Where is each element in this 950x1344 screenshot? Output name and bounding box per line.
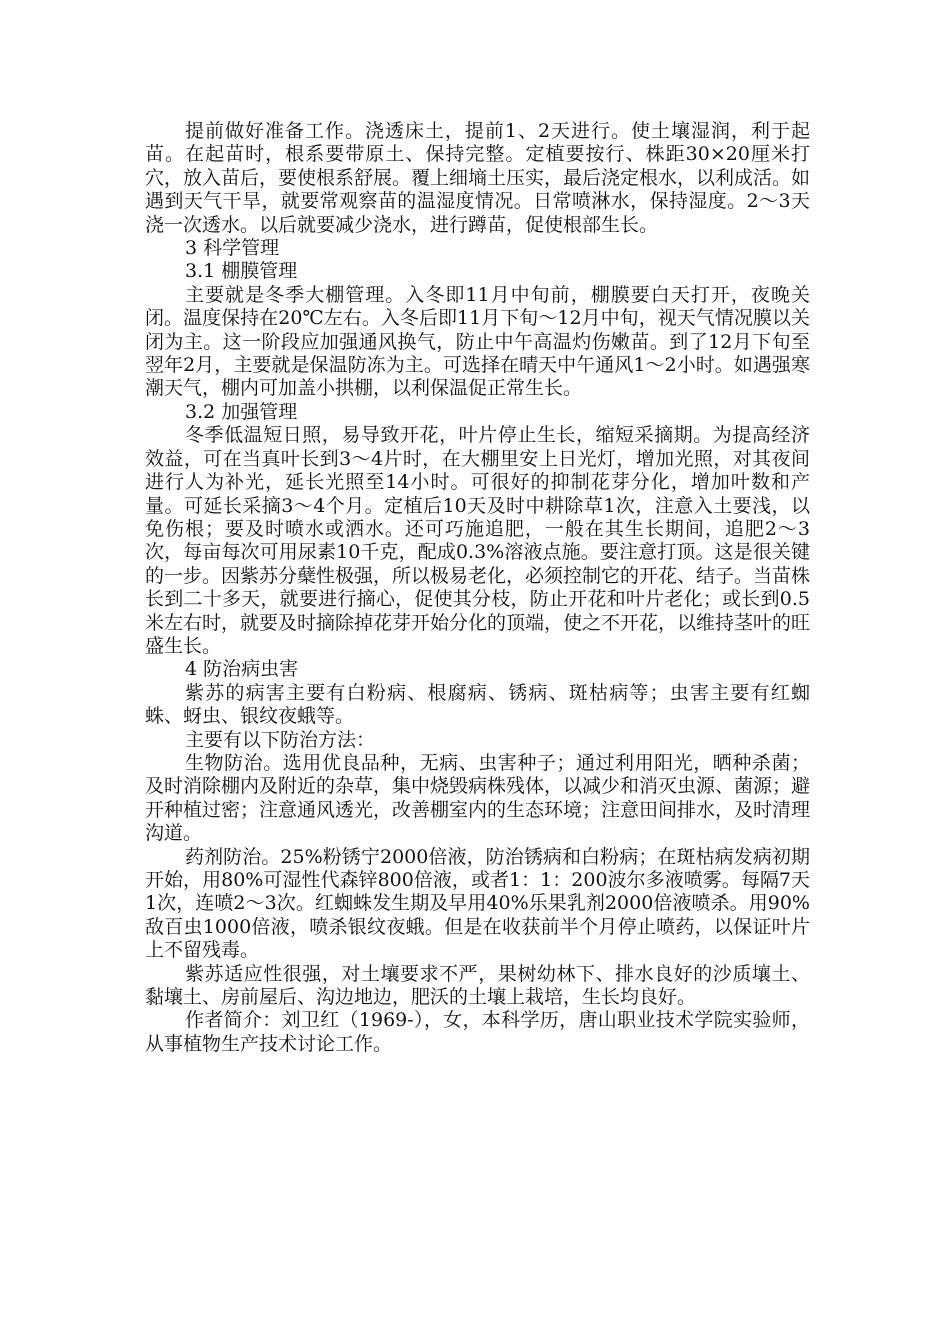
paragraph-transplant-prep: 提前做好准备工作。浇透床土，提前1、2天进行。使土壤湿润，利于起苗。在起苗时，根系要带原土、保持完整。定植要按行、株距30×20厘米打穴，放入苗后，要使根系舒展。覆上细墒土压实，最后浇定根水，以利成活。如遇到天气干旱，就要常观察苗的温湿度情况。日常喷淋水，保持湿度。2～3天浇一次透水。以后就要减少浇水，进行蹲苗，促使根部生长。	[145, 120, 811, 236]
paragraph-chemical-control: 药剂防治。25%粉锈宁2000倍液，防治锈病和白粉病；在斑枯病发病初期开始，用80%可湿性代森锌800倍液，或者1：1：200波尔多液喷雾。每隔7天1次，连喷2～3次。红蜘蛛发生期及早用40%乐果乳剂2000倍液喷杀。用90%敌百虫1000倍液，喷杀银纹夜蛾。但是在收获前半个月停止喷药，以保证叶片上不留残毒。	[145, 845, 810, 962]
paragraph-author-bio: 作者简介：刘卫红（1969-），女，本科学历，唐山职业技术学院实验师，从事植物生产技术讨论工作。	[145, 1009, 810, 1055]
paragraph-adaptability: 紫苏适应性很强，对土壤要求不严，果树幼林下、排水良好的沙质壤土、黏壤土、房前屋后、沟边地边，肥沃的土壤上栽培，生长均良好。	[145, 962, 810, 1009]
paragraph-enhanced-management: 冬季低温短日照，易导致开花，叶片停止生长，缩短采摘期。为提高经济效益，可在当真叶长到3～4片时，在大棚里安上日光灯，增加光照，对其夜间进行人为补光，延长光照至14小时。可很好的抑制花芽分化，增加叶数和产量。可延长采摘3～4个月。定植后10天及时中耕除草1次，注意入土要浅，以免伤根；要及时喷水或洒水。还可巧施追肥，一般在其生长期间，追肥2～3次，每亩每次可用尿素10千克，配成0.3%溶液点施。要注意打顶。这是很关键的一步。因紫苏分蘖性极强，所以极易老化，必须控制它的开花、结子。当苗株长到二十多天，就要进行摘心，促使其分枝，防止开花和叶片老化；或长到0.5米左右时，就要及时摘除掉花芽开始分化的顶端，使之不开花，以维持茎叶的旺盛生长。	[145, 424, 811, 657]
paragraph-pests-overview: 紫苏的病害主要有白粉病、根腐病、锈病、斑枯病等；虫害主要有红蜘蛛、蚜虫、银纹夜蛾等。	[145, 681, 810, 728]
subsection-heading-3-1: 3.1 棚膜管理	[185, 260, 298, 283]
subsection-heading-3-2: 3.2 加强管理	[185, 400, 298, 423]
section-heading-4: 4 防治病虫害	[185, 658, 299, 681]
paragraph-methods-intro: 主要有以下防治方法：	[185, 728, 376, 751]
paragraph-film-management: 主要就是冬季大棚管理。入冬即11月中旬前，棚膜要白天打开，夜晚关闭。温度保持在20℃左右。入冬后即11月下旬～12月中旬，视天气情况膜以关闭为主。这一阶段应加强通风换气，防止中午高温灼伤嫩苗。到了12月下旬至翌年2月，主要就是保温防冻为主。可选择在晴天中午通风1～2小时。如遇强寒潮天气，棚内可加盖小拱棚，以利保温促正常生长。	[145, 283, 810, 400]
section-heading-3: 3 科学管理	[185, 237, 280, 260]
article-body	[145, 120, 810, 1056]
paragraph-biological-control: 生物防治。选用优良品种，无病、虫害种子；通过利用阳光，晒种杀菌；及时消除棚内及附近的杂草，集中烧毁病株残体，以减少和消灭虫源、菌源；避开种植过密；注意通风透光，改善棚室内的生态环境；注意田间排水，及时清理沟道。	[145, 751, 811, 845]
